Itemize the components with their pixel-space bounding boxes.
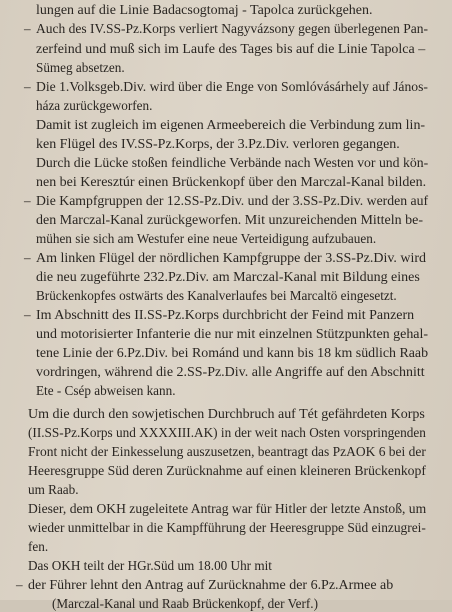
text-line: (II.SS-Pz.Korps und XXXXIII.AK) in der weit nach Osten vorspringenden: [28, 425, 426, 440]
list-dash: –: [24, 307, 31, 322]
text-line: Heeresgruppe Süd deren Zurücknahme auf einen kleineren Brückenkopf: [28, 463, 426, 478]
text-line: und motorisierter Infanterie die nur mit einzelnen Stützpunkten gehal-: [36, 326, 429, 341]
text-line: Front nicht der Einkesselung auszusetzen, beantragt das PzAOK 6 bei der: [28, 444, 426, 459]
text-line: Das OKH teilt der HGr.Süd um 18.00 Uhr mit: [28, 558, 272, 573]
text-line: háza zurückgeworfen.: [36, 98, 153, 113]
text-line: lungen auf die Linie Badacsogtomaj - Tapolca zurückgehen.: [36, 2, 373, 17]
text-line: zerfeind und muß sich im Laufe des Tages bis auf die Linie Tapolca –: [36, 41, 426, 56]
text-line: Durch die Lücke stoßen feindliche Verbände nach Westen vor und kön-: [36, 155, 429, 170]
text-line: um Raab.: [28, 482, 79, 497]
text-line: Sümeg absetzen.: [36, 60, 125, 75]
text-line: wieder unmittelbar in die Kampfführung der Heeresgruppe Süd einzugrei-: [28, 520, 426, 535]
text-line: Dieser, dem OKH zugeleitete Antrag war für Hitler der letzte Anstoß, um: [28, 501, 427, 516]
text-line: mühen sie sich am Westufer eine neue Verteidigung aufzubauen.: [36, 231, 377, 246]
list-dash: –: [24, 21, 31, 36]
text-line: der Führer lehnt den Antrag auf Zurücknahme der 6.Pz.Armee ab: [28, 577, 394, 592]
text-line: fen.: [28, 539, 49, 554]
text-line: tene Linie der 6.Pz.Div. bei Románd und kann bis 18 km südlich Raab: [36, 345, 429, 360]
list-dash: –: [24, 79, 31, 94]
text-line: Damit ist zugleich im eigenen Armeebereich die Verbindung zum lin-: [36, 117, 426, 132]
text-line: Auch des IV.SS-Pz.Korps verliert Nagyvázsony gegen überlegenen Pan-: [36, 21, 429, 36]
list-dash: –: [24, 193, 31, 208]
text-line: Am linken Flügel der nördlichen Kampfgruppe der 3.SS-Pz.Div. wird: [36, 250, 427, 265]
text-line: den Marczal-Kanal zurückgeworfen. Mit unzureichenden Mitteln be-: [36, 212, 423, 227]
text-line: (Marczal-Kanal und Raab Brückenkopf, der Verf.): [52, 596, 318, 611]
text-line: Ete - Csép abweisen kann.: [36, 383, 176, 398]
text-line: Brückenkopfes ostwärts des Kanalverlaufes bei Marcaltö eingesetzt.: [36, 288, 397, 303]
text-line: nen bei Keresztúr einen Brückenkopf über den Marczal-Kanal bilden.: [36, 174, 427, 189]
text-line: Um die durch den sowjetischen Durchbruch auf Tét gefährdeten Korps: [28, 406, 425, 421]
text-line: vordringen, während die 2.SS-Pz.Div. alle Angriffe auf den Abschnitt: [36, 364, 425, 379]
list-dash: –: [16, 577, 23, 592]
text-line: Die 1.Volksgeb.Div. wird über die Enge von Somlóvásárhely auf János-: [36, 79, 428, 94]
list-dash: –: [24, 250, 31, 265]
text-line: Im Abschnitt des II.SS-Pz.Korps durchbricht der Feind mit Panzern: [36, 307, 415, 322]
text-line: ken Flügel des IV.SS-Pz.Korps, der 3.Pz.Div. verloren gegangen.: [36, 136, 400, 151]
text-line: die neu zugeführte 232.Pz.Div. am Marczal-Kanal mit Bildung eines: [36, 269, 420, 284]
text-line: Die Kampfgruppen der 12.SS-Pz.Div. und der 3.SS-Pz.Div. werden auf: [36, 193, 429, 208]
